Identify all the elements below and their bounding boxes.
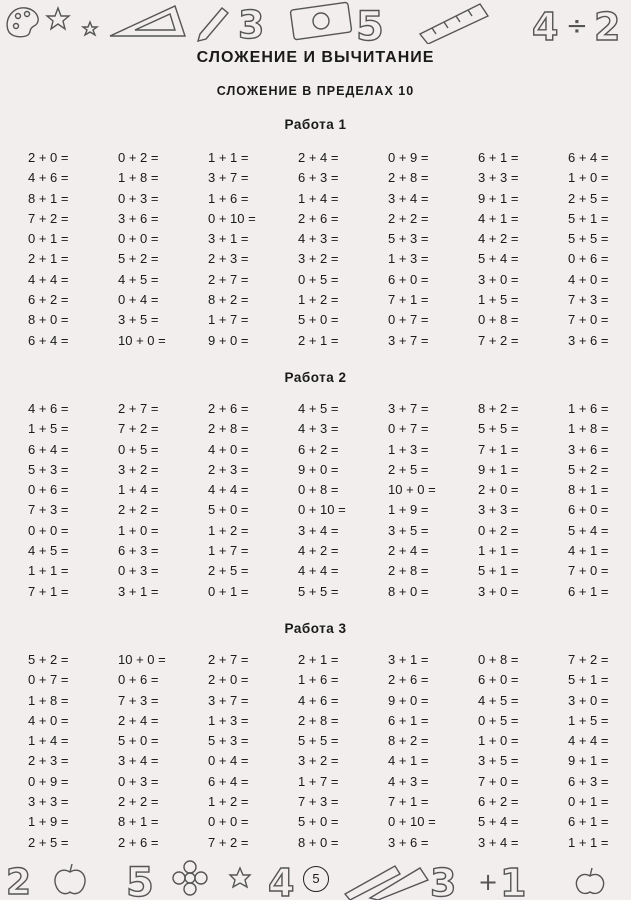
equation: 2 + 6 = (208, 401, 249, 416)
equation: 0 + 10 = (298, 502, 346, 518)
equation: 2 + 2 = (388, 210, 429, 226)
equation: 4 + 4 = (298, 563, 339, 579)
equation: 5 + 1 = (478, 563, 519, 579)
equation: 0 + 0 = (208, 814, 249, 830)
equation: 1 + 3 = (208, 712, 249, 728)
equation: 3 + 1 = (208, 231, 249, 247)
equation: 4 + 1 = (388, 753, 429, 769)
equation: 3 + 5 = (478, 753, 519, 769)
equation: 4 + 5 = (478, 692, 519, 708)
equation: 2 + 8 = (388, 563, 429, 579)
equation: 9 + 1 = (568, 753, 609, 769)
equation: 7 + 0 = (568, 312, 609, 328)
equation: 2 + 4 = (388, 543, 429, 559)
equation: 2 + 6 = (298, 210, 339, 226)
equation: 6 + 1 = (388, 712, 429, 728)
equation: 3 + 6 = (118, 210, 159, 226)
equation: 3 + 5 = (388, 522, 429, 538)
equation: 1 + 1 = (478, 543, 519, 559)
equation: 0 + 3 = (118, 773, 159, 789)
equation: 3 + 3 = (28, 794, 69, 810)
equation: 5 + 2 = (118, 251, 159, 267)
equation: 6 + 2 = (298, 441, 339, 457)
equation: 0 + 0 = (28, 522, 69, 538)
equation: 3 + 4 = (298, 522, 339, 538)
equation: 5 + 0 = (208, 502, 249, 518)
equation: 1 + 7 = (208, 543, 249, 559)
equation: 1 + 4 = (118, 482, 159, 498)
ruler-icon (420, 4, 488, 44)
equation: 7 + 1 = (388, 292, 429, 308)
equation: 0 + 2 = (478, 522, 519, 538)
equation: 9 + 0 = (298, 461, 339, 477)
equation: 8 + 1 = (118, 814, 159, 830)
equation: 2 + 8 = (388, 170, 429, 186)
equation: 5 + 1 = (568, 210, 609, 226)
equation: 2 + 4 = (118, 712, 159, 728)
star-icon (47, 8, 69, 29)
equation: 8 + 0 = (298, 834, 339, 850)
equation: 2 + 0 = (28, 150, 69, 165)
equation: 5 + 1 = (568, 672, 609, 688)
equation: 6 + 3 = (568, 773, 609, 789)
equation: 1 + 8 = (28, 692, 69, 708)
equation: 6 + 2 = (28, 292, 69, 308)
equation: 0 + 3 = (118, 563, 159, 579)
equation: 3 + 0 = (478, 583, 519, 599)
equation: 6 + 1 = (478, 150, 519, 165)
equation: 2 + 2 = (118, 502, 159, 518)
deco-divide-sign: ÷ (566, 11, 588, 41)
equation: 2 + 8 = (208, 421, 249, 437)
equation: 6 + 0 = (478, 672, 519, 688)
equation: 4 + 6 = (28, 170, 69, 186)
equation: 5 + 3 = (28, 461, 69, 477)
equation: 5 + 2 = (568, 461, 609, 477)
block-title-2: Работа 2 (284, 370, 347, 385)
equation: 5 + 5 = (478, 421, 519, 437)
deco-digit-4: 4 (268, 861, 295, 900)
equation: 0 + 6 = (118, 672, 159, 688)
equation: 2 + 5 = (208, 563, 249, 579)
equation: 10 + 0 = (118, 652, 166, 667)
deco-digit-2: 2 (6, 862, 32, 900)
block-title-3: Работа 3 (284, 621, 347, 636)
flower-icon (173, 861, 207, 895)
equation: 0 + 5 = (478, 712, 519, 728)
equation: 3 + 6 = (568, 332, 609, 348)
equation: 1 + 1 = (208, 150, 249, 165)
equation: 4 + 5 = (298, 401, 339, 416)
equation: 4 + 6 = (298, 692, 339, 708)
equation: 1 + 7 = (298, 773, 339, 789)
equation: 4 + 2 = (478, 231, 519, 247)
equation: 0 + 6 = (28, 482, 69, 498)
equation: 4 + 0 = (28, 712, 69, 728)
equation: 0 + 9 = (388, 150, 429, 165)
equation: 2 + 7 = (118, 401, 159, 416)
equation: 2 + 5 = (568, 190, 609, 206)
apple-icon (576, 868, 603, 893)
equation: 6 + 4 = (28, 332, 69, 348)
equation: 5 + 3 = (208, 733, 249, 749)
equation: 3 + 3 = (478, 170, 519, 186)
equation: 5 + 3 = (388, 231, 429, 247)
equation: 2 + 0 = (478, 482, 519, 498)
equation: 5 + 5 = (298, 583, 339, 599)
equation: 2 + 6 = (118, 834, 159, 850)
equation: 0 + 7 = (388, 421, 429, 437)
equation: 8 + 2 = (208, 292, 249, 308)
equation: 7 + 2 = (208, 834, 249, 850)
equation: 4 + 6 = (28, 401, 69, 416)
equation: 1 + 0 = (478, 733, 519, 749)
equation: 6 + 0 = (568, 502, 609, 518)
page-number: 5 (303, 866, 329, 892)
equation: 2 + 3 = (208, 461, 249, 477)
equation: 6 + 0 = (388, 271, 429, 287)
equation: 0 + 1 = (208, 583, 249, 599)
equation: 2 + 0 = (208, 672, 249, 688)
equation: 0 + 5 = (118, 441, 159, 457)
equation: 0 + 9 = (28, 773, 69, 789)
equation: 3 + 6 = (568, 441, 609, 457)
equation: 1 + 2 = (208, 522, 249, 538)
equation: 6 + 4 = (208, 773, 249, 789)
equation: 4 + 3 = (298, 421, 339, 437)
equation: 4 + 5 = (118, 271, 159, 287)
equation: 7 + 1 = (28, 583, 69, 599)
equation: 2 + 3 = (208, 251, 249, 267)
equation: 5 + 5 = (298, 733, 339, 749)
exercise-grid-1 (0, 148, 631, 351)
equation: 5 + 2 = (28, 652, 69, 667)
equation: 7 + 1 = (478, 441, 519, 457)
equation: 3 + 7 = (388, 401, 429, 416)
equation: 6 + 2 = (478, 794, 519, 810)
deco-digit-5: 5 (356, 4, 384, 44)
equation: 7 + 3 = (28, 502, 69, 518)
page-title: СЛОЖЕНИЕ И ВЫЧИТАНИЕ (196, 49, 435, 66)
equation: 1 + 5 = (28, 421, 69, 437)
equation: 4 + 2 = (298, 543, 339, 559)
triangle-ruler-icon (110, 6, 185, 36)
equation: 2 + 8 = (298, 712, 339, 728)
equation: 3 + 2 = (298, 753, 339, 769)
equation: 1 + 8 = (568, 421, 609, 437)
equation: 1 + 5 = (478, 292, 519, 308)
palette-icon (7, 8, 38, 37)
equation: 3 + 4 = (478, 834, 519, 850)
equation: 3 + 2 = (298, 251, 339, 267)
equation: 2 + 7 = (208, 652, 249, 667)
equation: 7 + 3 = (298, 794, 339, 810)
equation: 7 + 3 = (568, 292, 609, 308)
equation: 5 + 5 = (568, 231, 609, 247)
deco-digit-5: 5 (126, 860, 154, 900)
equation: 10 + 0 = (118, 332, 166, 348)
exercise-grid-2 (0, 399, 631, 602)
star-icon (230, 868, 250, 887)
deco-digit-2: 2 (594, 5, 621, 44)
equation: 0 + 1 = (28, 231, 69, 247)
equation: 3 + 6 = (388, 834, 429, 850)
equation: 3 + 7 = (388, 332, 429, 348)
equation: 2 + 4 = (298, 150, 339, 165)
equation: 10 + 0 = (388, 482, 436, 498)
equation: 8 + 1 = (568, 482, 609, 498)
top-decorative-border (0, 0, 631, 44)
equation: 3 + 0 = (568, 692, 609, 708)
star-icon (83, 22, 97, 35)
equation: 0 + 7 = (28, 672, 69, 688)
equation: 2 + 1 = (28, 251, 69, 267)
equation: 4 + 4 = (208, 482, 249, 498)
equation: 8 + 1 = (28, 190, 69, 206)
equation: 2 + 5 = (28, 834, 69, 850)
equation: 5 + 4 = (478, 814, 519, 830)
equation: 1 + 8 = (118, 170, 159, 186)
equation: 5 + 4 = (478, 251, 519, 267)
equation: 0 + 8 = (478, 312, 519, 328)
equation: 7 + 0 = (478, 773, 519, 789)
equation: 2 + 6 = (388, 672, 429, 688)
equation: 4 + 5 = (28, 543, 69, 559)
equation: 0 + 10 = (208, 210, 256, 226)
equation: 8 + 0 = (388, 583, 429, 599)
equation: 0 + 2 = (118, 150, 159, 165)
deco-digit-3: 3 (430, 861, 457, 900)
equation: 9 + 0 = (388, 692, 429, 708)
equation: 1 + 6 = (298, 672, 339, 688)
equation: 1 + 3 = (388, 251, 429, 267)
equation: 5 + 0 = (118, 733, 159, 749)
deco-digit-1: 1 (500, 861, 527, 900)
equation: 9 + 1 = (478, 461, 519, 477)
equation: 3 + 4 = (388, 190, 429, 206)
equation: 7 + 2 = (28, 210, 69, 226)
equation: 7 + 3 = (118, 692, 159, 708)
equation: 1 + 6 = (208, 190, 249, 206)
equation: 3 + 0 = (478, 271, 519, 287)
equation: 3 + 7 = (208, 170, 249, 186)
equation: 9 + 1 = (478, 190, 519, 206)
equation: 7 + 2 = (568, 652, 609, 667)
equation: 4 + 3 = (298, 231, 339, 247)
equation: 2 + 1 = (298, 332, 339, 348)
equation: 1 + 0 = (118, 522, 159, 538)
equation: 3 + 1 = (388, 652, 429, 667)
equation: 1 + 4 = (298, 190, 339, 206)
deco-digit-4: 4 (532, 5, 559, 44)
equation: 0 + 6 = (568, 251, 609, 267)
equation: 0 + 8 = (478, 652, 519, 667)
block-title-1: Работа 1 (284, 117, 347, 132)
pencil-icon (198, 8, 228, 41)
equation: 6 + 4 = (28, 441, 69, 457)
equation: 1 + 6 = (568, 401, 609, 416)
equation: 8 + 0 = (28, 312, 69, 328)
equation: 0 + 4 = (118, 292, 159, 308)
deco-plus-sign: + (478, 868, 499, 896)
equation: 4 + 4 = (568, 733, 609, 749)
equation: 5 + 0 = (298, 814, 339, 830)
equation: 0 + 5 = (298, 271, 339, 287)
equation: 4 + 4 = (28, 271, 69, 287)
exercise-grid-3 (0, 650, 631, 853)
equation: 1 + 4 = (28, 733, 69, 749)
equation: 1 + 3 = (388, 441, 429, 457)
equation: 9 + 0 = (208, 332, 249, 348)
equation: 3 + 3 = (478, 502, 519, 518)
equation: 0 + 4 = (208, 753, 249, 769)
equation: 7 + 0 = (568, 563, 609, 579)
equation: 2 + 5 = (388, 461, 429, 477)
equation: 0 + 8 = (298, 482, 339, 498)
equation: 1 + 5 = (568, 712, 609, 728)
equation: 1 + 1 = (568, 834, 609, 850)
equation: 4 + 3 = (388, 773, 429, 789)
equation: 5 + 0 = (298, 312, 339, 328)
equation: 2 + 2 = (118, 794, 159, 810)
equation: 6 + 3 = (298, 170, 339, 186)
equation: 1 + 2 = (208, 794, 249, 810)
equation: 8 + 2 = (478, 401, 519, 416)
equation: 5 + 4 = (568, 522, 609, 538)
equation: 1 + 7 = (208, 312, 249, 328)
equation: 2 + 3 = (28, 753, 69, 769)
equation: 7 + 1 = (388, 794, 429, 810)
equation: 1 + 2 = (298, 292, 339, 308)
equation: 3 + 2 = (118, 461, 159, 477)
equation: 4 + 0 = (208, 441, 249, 457)
equation: 1 + 0 = (568, 170, 609, 186)
equation: 4 + 1 = (568, 543, 609, 559)
equation: 0 + 7 = (388, 312, 429, 328)
equation: 3 + 1 = (118, 583, 159, 599)
equation: 6 + 1 = (568, 814, 609, 830)
equation: 2 + 7 = (208, 271, 249, 287)
equation: 4 + 1 = (478, 210, 519, 226)
banknote-icon (290, 2, 352, 40)
equation: 0 + 3 = (118, 190, 159, 206)
equation: 0 + 10 = (388, 814, 436, 830)
page-subtitle: СЛОЖЕНИЕ В ПРЕДЕЛАХ 10 (216, 84, 415, 98)
equation: 2 + 1 = (298, 652, 339, 667)
equation: 3 + 7 = (208, 692, 249, 708)
equation: 8 + 2 = (388, 733, 429, 749)
equation: 7 + 2 = (118, 421, 159, 437)
equation: 1 + 9 = (388, 502, 429, 518)
equation: 6 + 3 = (118, 543, 159, 559)
equation: 4 + 0 = (568, 271, 609, 287)
deco-digit-3: 3 (238, 3, 265, 44)
equation: 1 + 1 = (28, 563, 69, 579)
equation: 3 + 5 = (118, 312, 159, 328)
equation: 1 + 9 = (28, 814, 69, 830)
equation: 6 + 1 = (568, 583, 609, 599)
equation: 0 + 0 = (118, 231, 159, 247)
equation: 6 + 4 = (568, 150, 609, 165)
equation: 7 + 2 = (478, 332, 519, 348)
equation: 0 + 1 = (568, 794, 609, 810)
apple-icon (55, 864, 85, 894)
equation: 3 + 4 = (118, 753, 159, 769)
